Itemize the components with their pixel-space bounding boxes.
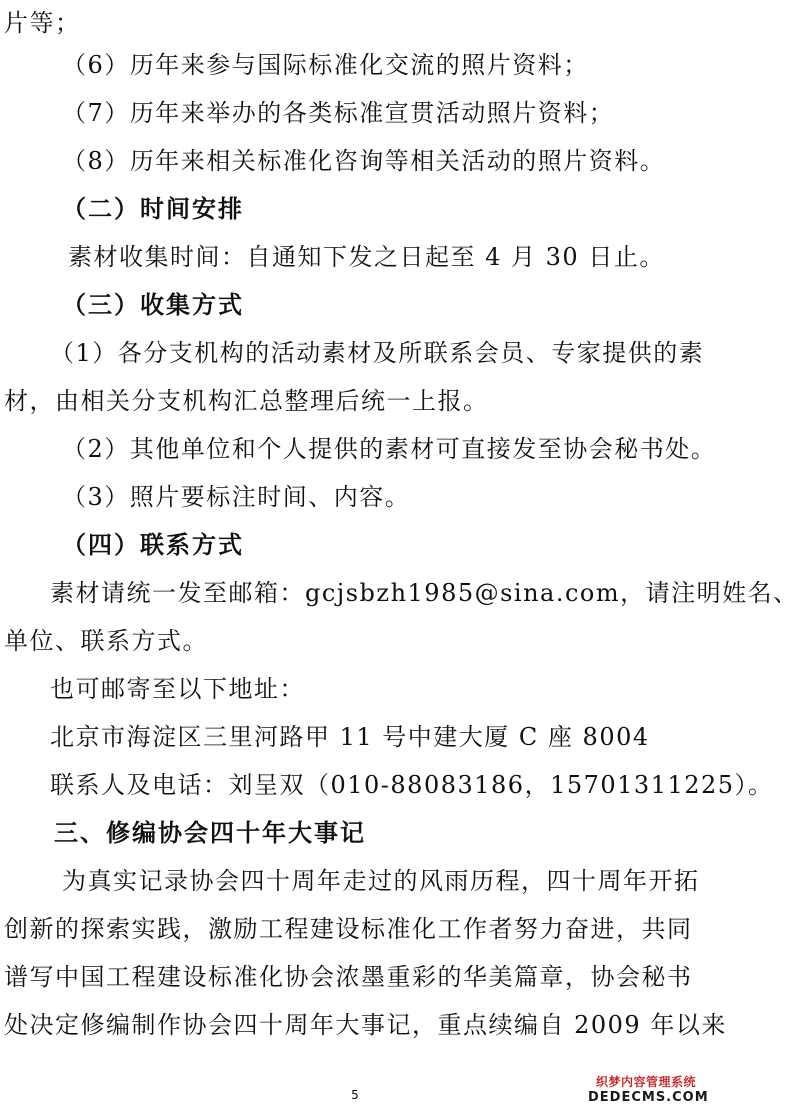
paragraph-line: 也可邮寄至以下地址： (50, 675, 305, 703)
section-heading: （四）联系方式 (62, 531, 244, 559)
site-watermark (588, 1074, 709, 1106)
list-item: （6）历年来参与国际标准化交流的照片资料； (62, 51, 589, 79)
section-heading: （三）收集方式 (62, 291, 244, 319)
list-item: （1）各分支机构的活动素材及所联系会员、专家提供的素 (50, 339, 705, 367)
contact-line: 联系人及电话：刘呈双（010-88083186，15701311225）。 (50, 771, 774, 799)
text-line: 片等； (4, 9, 81, 37)
paragraph-line: 材，由相关分支机构汇总整理后统一上报。 (4, 387, 489, 415)
paragraph-line: 单位、联系方式。 (4, 627, 208, 655)
paragraph-line: 谱写中国工程建设标准化协会浓墨重彩的华美篇章，协会秘书 (4, 963, 693, 991)
chapter-heading: 三、修编协会四十年大事记 (54, 819, 366, 847)
list-item: （7）历年来举办的各类标准宣贯活动照片资料； (62, 99, 615, 127)
page-number: 5 (351, 1088, 359, 1102)
paragraph-line: 处决定修编制作协会四十周年大事记，重点续编自 2009 年以来 (4, 1011, 727, 1039)
paragraph-line: 素材请统一发至邮箱：gcjsbzh1985@sina.com，请注明姓名、 (50, 579, 799, 607)
paragraph-line: 创新的探索实践，激励工程建设标准化工作者努力奋进，共同 (4, 915, 693, 943)
watermark-text-en: DEDECMS.COM (588, 1090, 709, 1105)
address-line: 北京市海淀区三里河路甲 11 号中建大厦 C 座 8004 (50, 723, 650, 751)
paragraph-line: 素材收集时间：自通知下发之日起至 4 月 30 日止。 (68, 243, 665, 271)
list-item: （2）其他单位和个人提供的素材可直接发至协会秘书处。 (62, 435, 717, 463)
paragraph-line: 为真实记录协会四十周年走过的风雨历程，四十周年开拓 (62, 867, 700, 895)
watermark-text-cn: 织梦内容管理系统 (595, 1075, 696, 1089)
list-item: （3）照片要标注时间、内容。 (62, 483, 411, 511)
section-heading: （二）时间安排 (62, 195, 244, 223)
list-item: （8）历年来相关标准化咨询等相关活动的照片资料。 (62, 147, 666, 175)
